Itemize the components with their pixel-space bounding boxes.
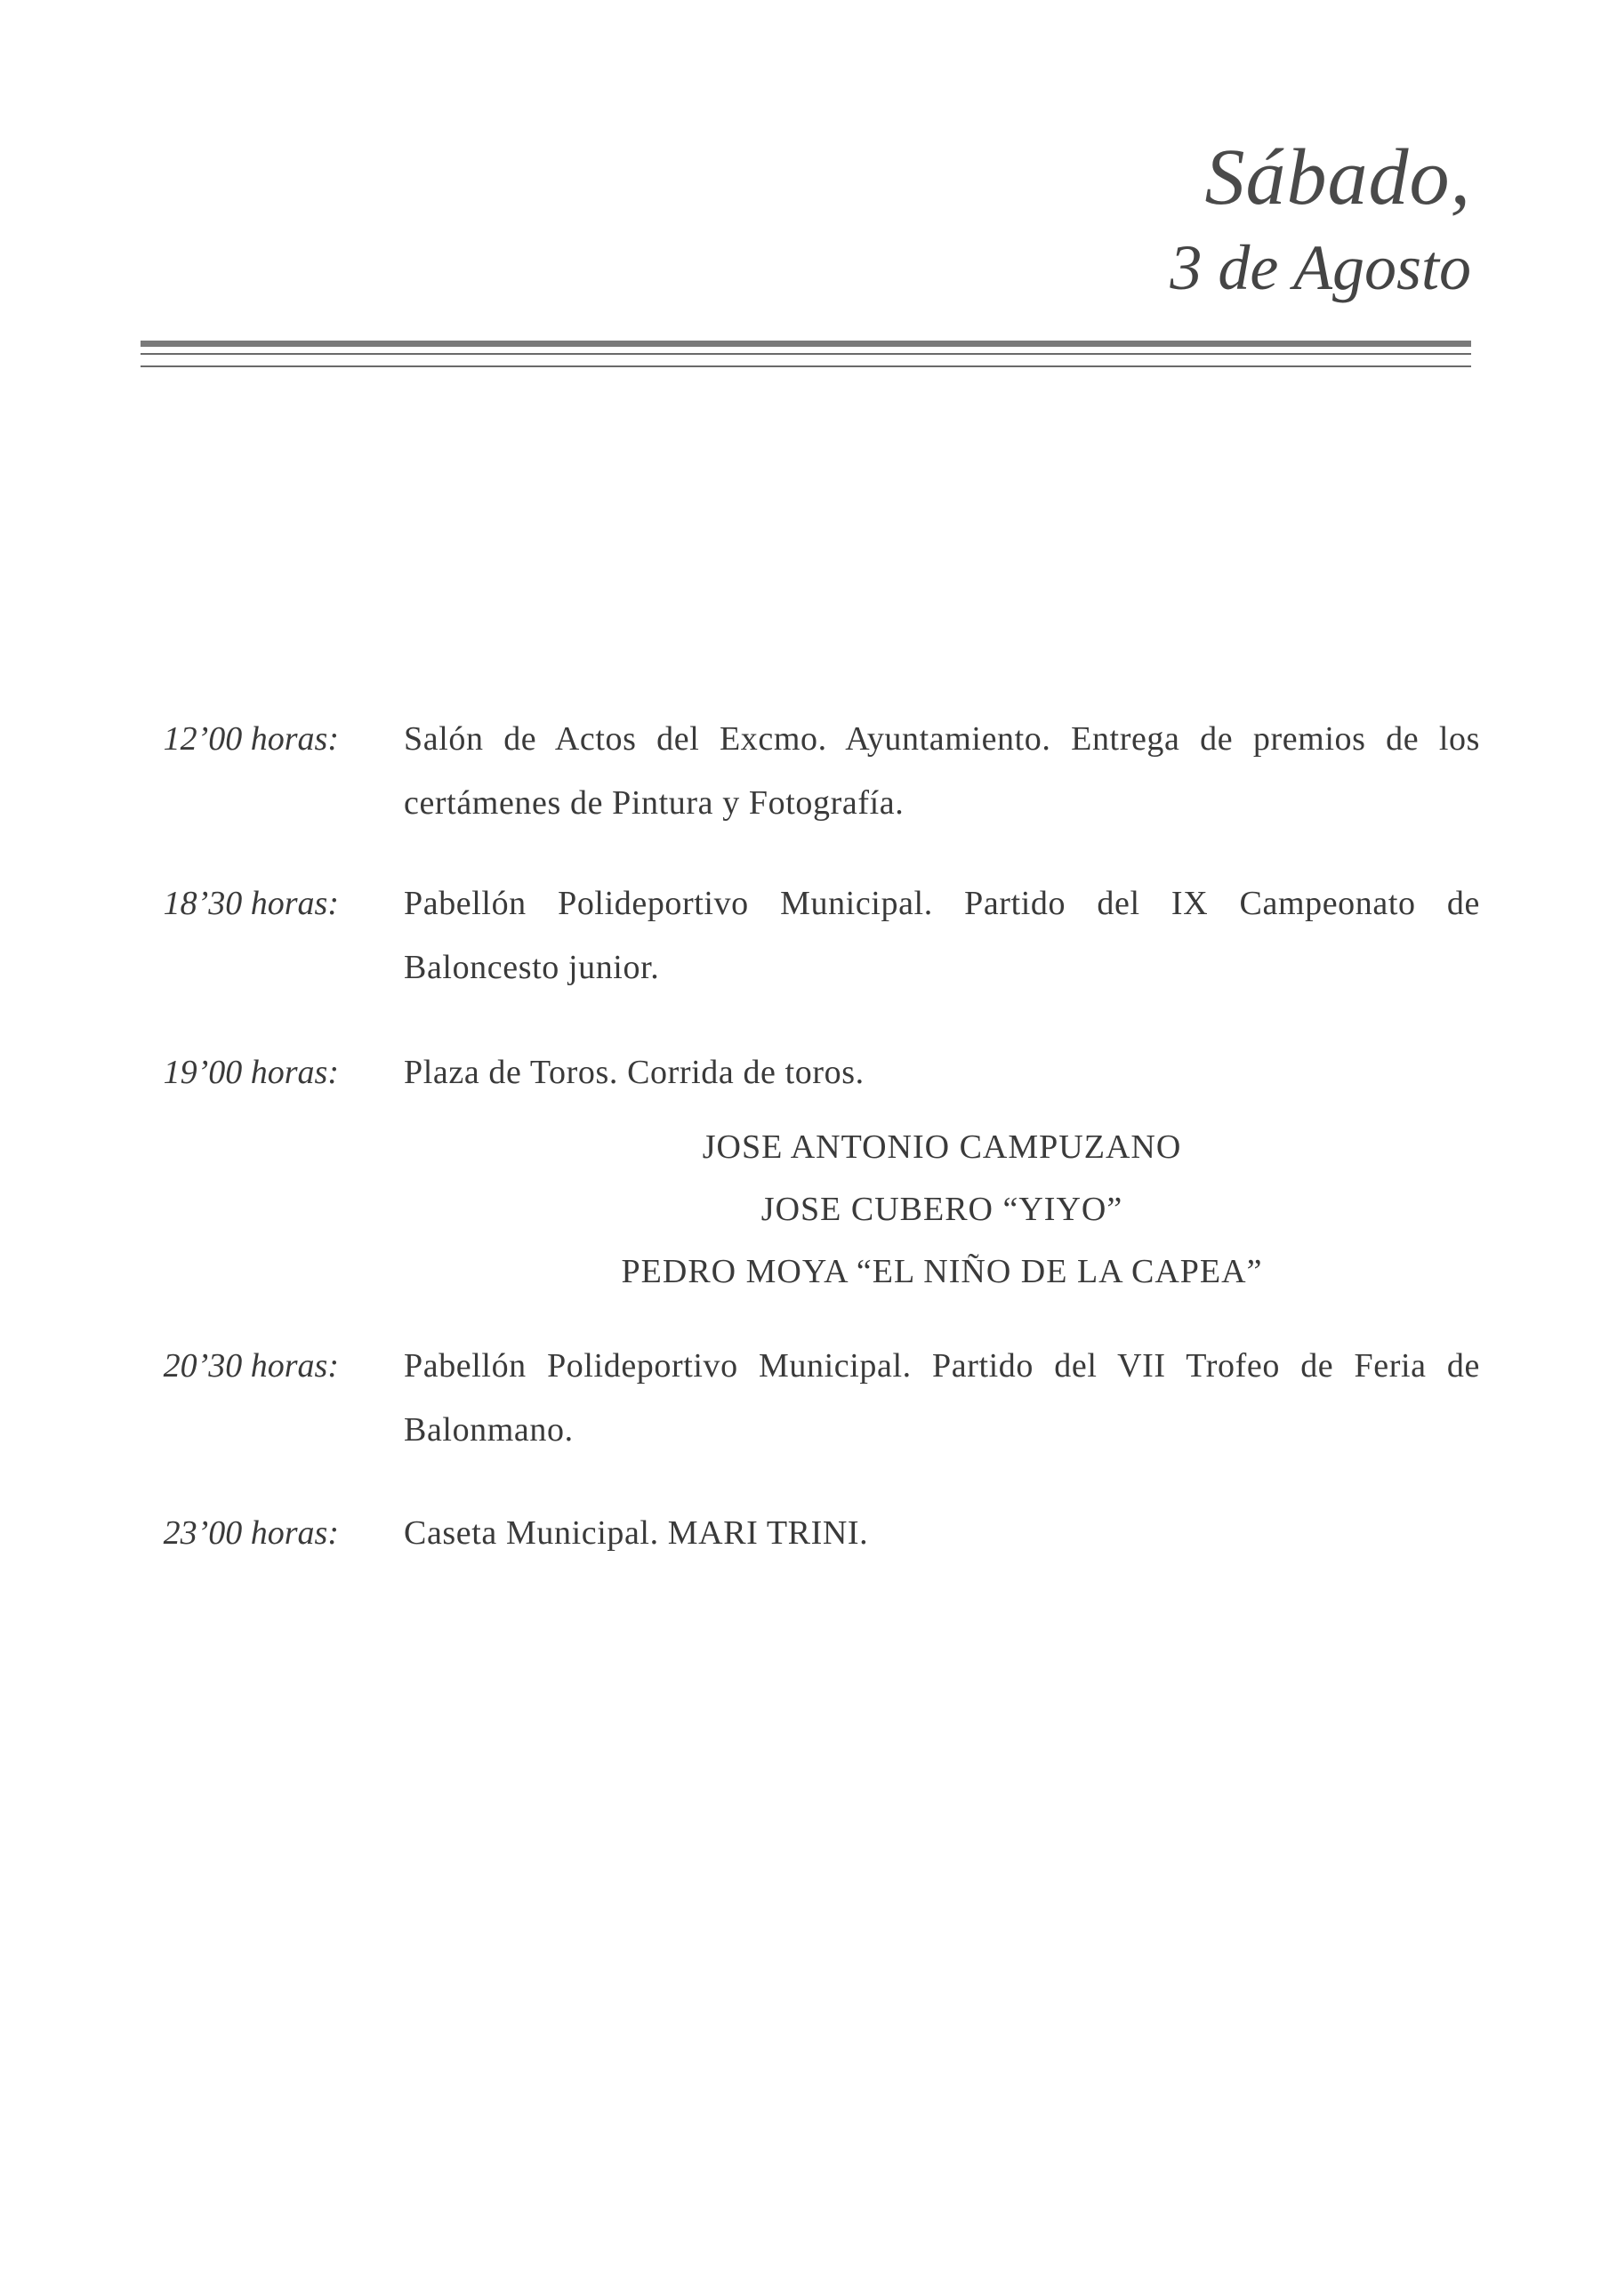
entry-time: 18’30 horas: [163, 885, 339, 922]
entry-time: 23’00 horas: [163, 1514, 339, 1552]
header-rule-thick [141, 341, 1471, 347]
entry-description: Plaza de Toros. Corrida de toros. [404, 1054, 865, 1091]
entry-time: 20’30 horas: [163, 1347, 339, 1385]
bullfighter-name: JOSE CUBERO “YIYO” [760, 1191, 1123, 1228]
bullfighter-name: JOSE ANTONIO CAMPUZANO [702, 1128, 1182, 1166]
entry-description: Pabellón Polideportivo Municipal. Partido del VII Trofeo de Feria de Balonmano. [404, 1347, 1480, 1449]
entry-description: Caseta Municipal. MARI TRINI. [404, 1514, 869, 1552]
page-header [1170, 133, 1471, 304]
date-title: 3 de Agosto [1170, 232, 1471, 303]
header-rule-thin [141, 353, 1471, 355]
bullfighter-name: PEDRO MOYA “EL NIÑO DE LA CAPEA” [621, 1253, 1263, 1290]
entry-description: Pabellón Polideportivo Municipal. Partido del IX Campeonato de Baloncesto junior. [404, 885, 1480, 986]
day-title: Sábado, [1204, 133, 1471, 221]
bullfighters-list [404, 1116, 1480, 1303]
entry-description: Salón de Actos del Excmo. Ayuntamiento. Entrega de premios de los certámenes de Pintura y Fotografía. [404, 720, 1480, 822]
header-rule-thin [141, 365, 1471, 367]
entry-time: 12’00 horas: [163, 720, 339, 758]
entry-time: 19’00 horas: [163, 1054, 339, 1091]
